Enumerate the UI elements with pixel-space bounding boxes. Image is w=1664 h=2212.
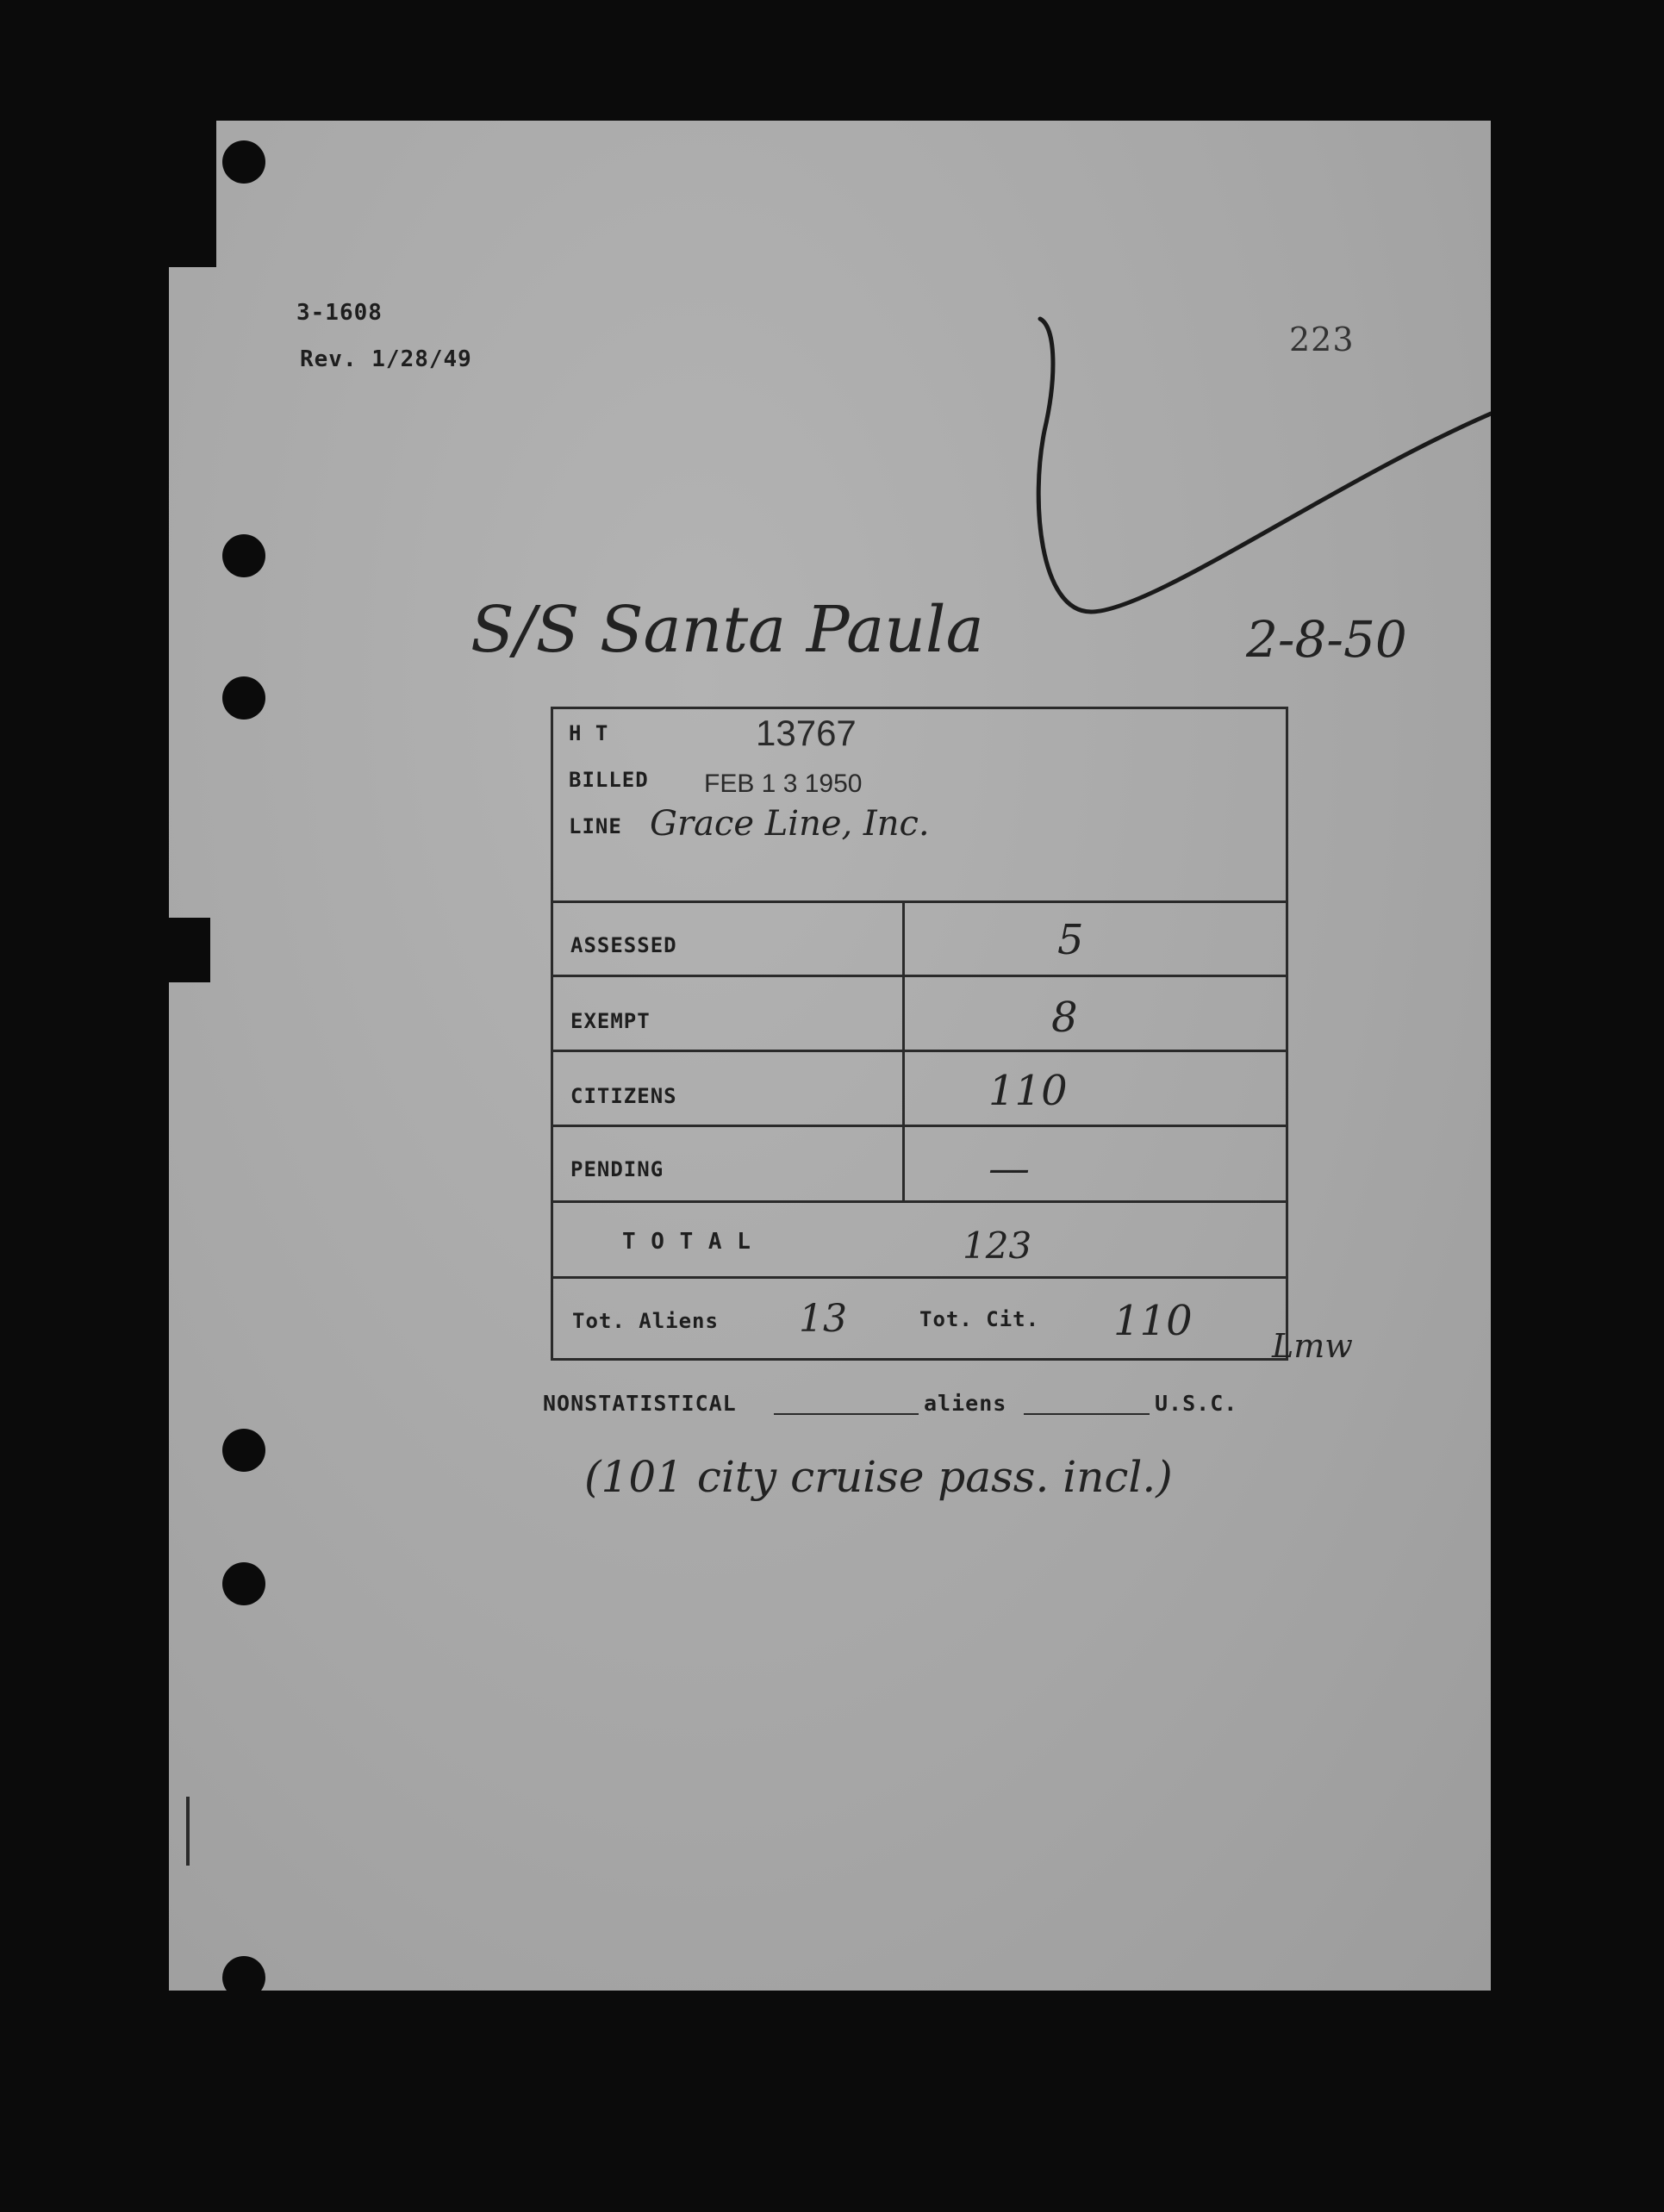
pending-label: PENDING — [570, 1157, 664, 1181]
divider — [553, 900, 1286, 903]
line-value: Grace Line, Inc. — [650, 804, 930, 844]
aliens-blank — [1024, 1413, 1150, 1415]
form-number: 3-1608 — [296, 300, 383, 326]
usc-label: U.S.C. — [1155, 1391, 1238, 1416]
page-number: 223 — [1289, 321, 1355, 358]
cruise-note: (101 city cruise pass. incl.) — [584, 1452, 1173, 1502]
assessed-value: 5 — [1057, 916, 1084, 964]
binding-mark — [186, 1797, 190, 1866]
divider — [553, 975, 1286, 977]
total-value: 123 — [963, 1224, 1032, 1267]
billed-date: FEB 1 3 1950 — [704, 770, 863, 798]
arrival-date: 2-8-50 — [1246, 610, 1407, 669]
document-page — [169, 121, 1491, 1991]
total-label: T O T A L — [622, 1229, 751, 1255]
initials: Lmw — [1272, 1327, 1353, 1365]
tot-aliens-label: Tot. Aliens — [572, 1309, 719, 1333]
exempt-label: EXEMPT — [570, 1009, 651, 1033]
citizens-label: CITIZENS — [570, 1084, 677, 1108]
ht-label: H T — [569, 721, 609, 745]
billed-label: BILLED — [569, 768, 649, 792]
assessed-label: ASSESSED — [570, 933, 677, 957]
tot-cit-value: 110 — [1113, 1297, 1193, 1345]
line-label — [569, 814, 622, 838]
nonstat-label: NONSTATISTICAL — [543, 1391, 737, 1416]
divider — [553, 1050, 1286, 1052]
line-label-text: LINE — [569, 814, 622, 838]
citizens-value: 110 — [988, 1067, 1068, 1115]
form-revision: Rev. 1/28/49 — [300, 346, 472, 372]
exempt-value: 8 — [1051, 994, 1078, 1042]
ht-number: 13767 — [756, 713, 857, 753]
tot-cit-label: Tot. Cit. — [919, 1307, 1040, 1331]
divider — [553, 1125, 1286, 1127]
manifest-form — [551, 707, 1288, 1361]
nonstat-blank — [774, 1413, 919, 1415]
aliens-label: aliens — [924, 1391, 1007, 1416]
pending-value: — — [988, 1144, 1030, 1193]
divider — [553, 1200, 1286, 1203]
divider — [553, 1276, 1286, 1279]
vessel-name: S/S Santa Paula — [471, 593, 984, 667]
tot-aliens-value: 13 — [799, 1297, 847, 1341]
